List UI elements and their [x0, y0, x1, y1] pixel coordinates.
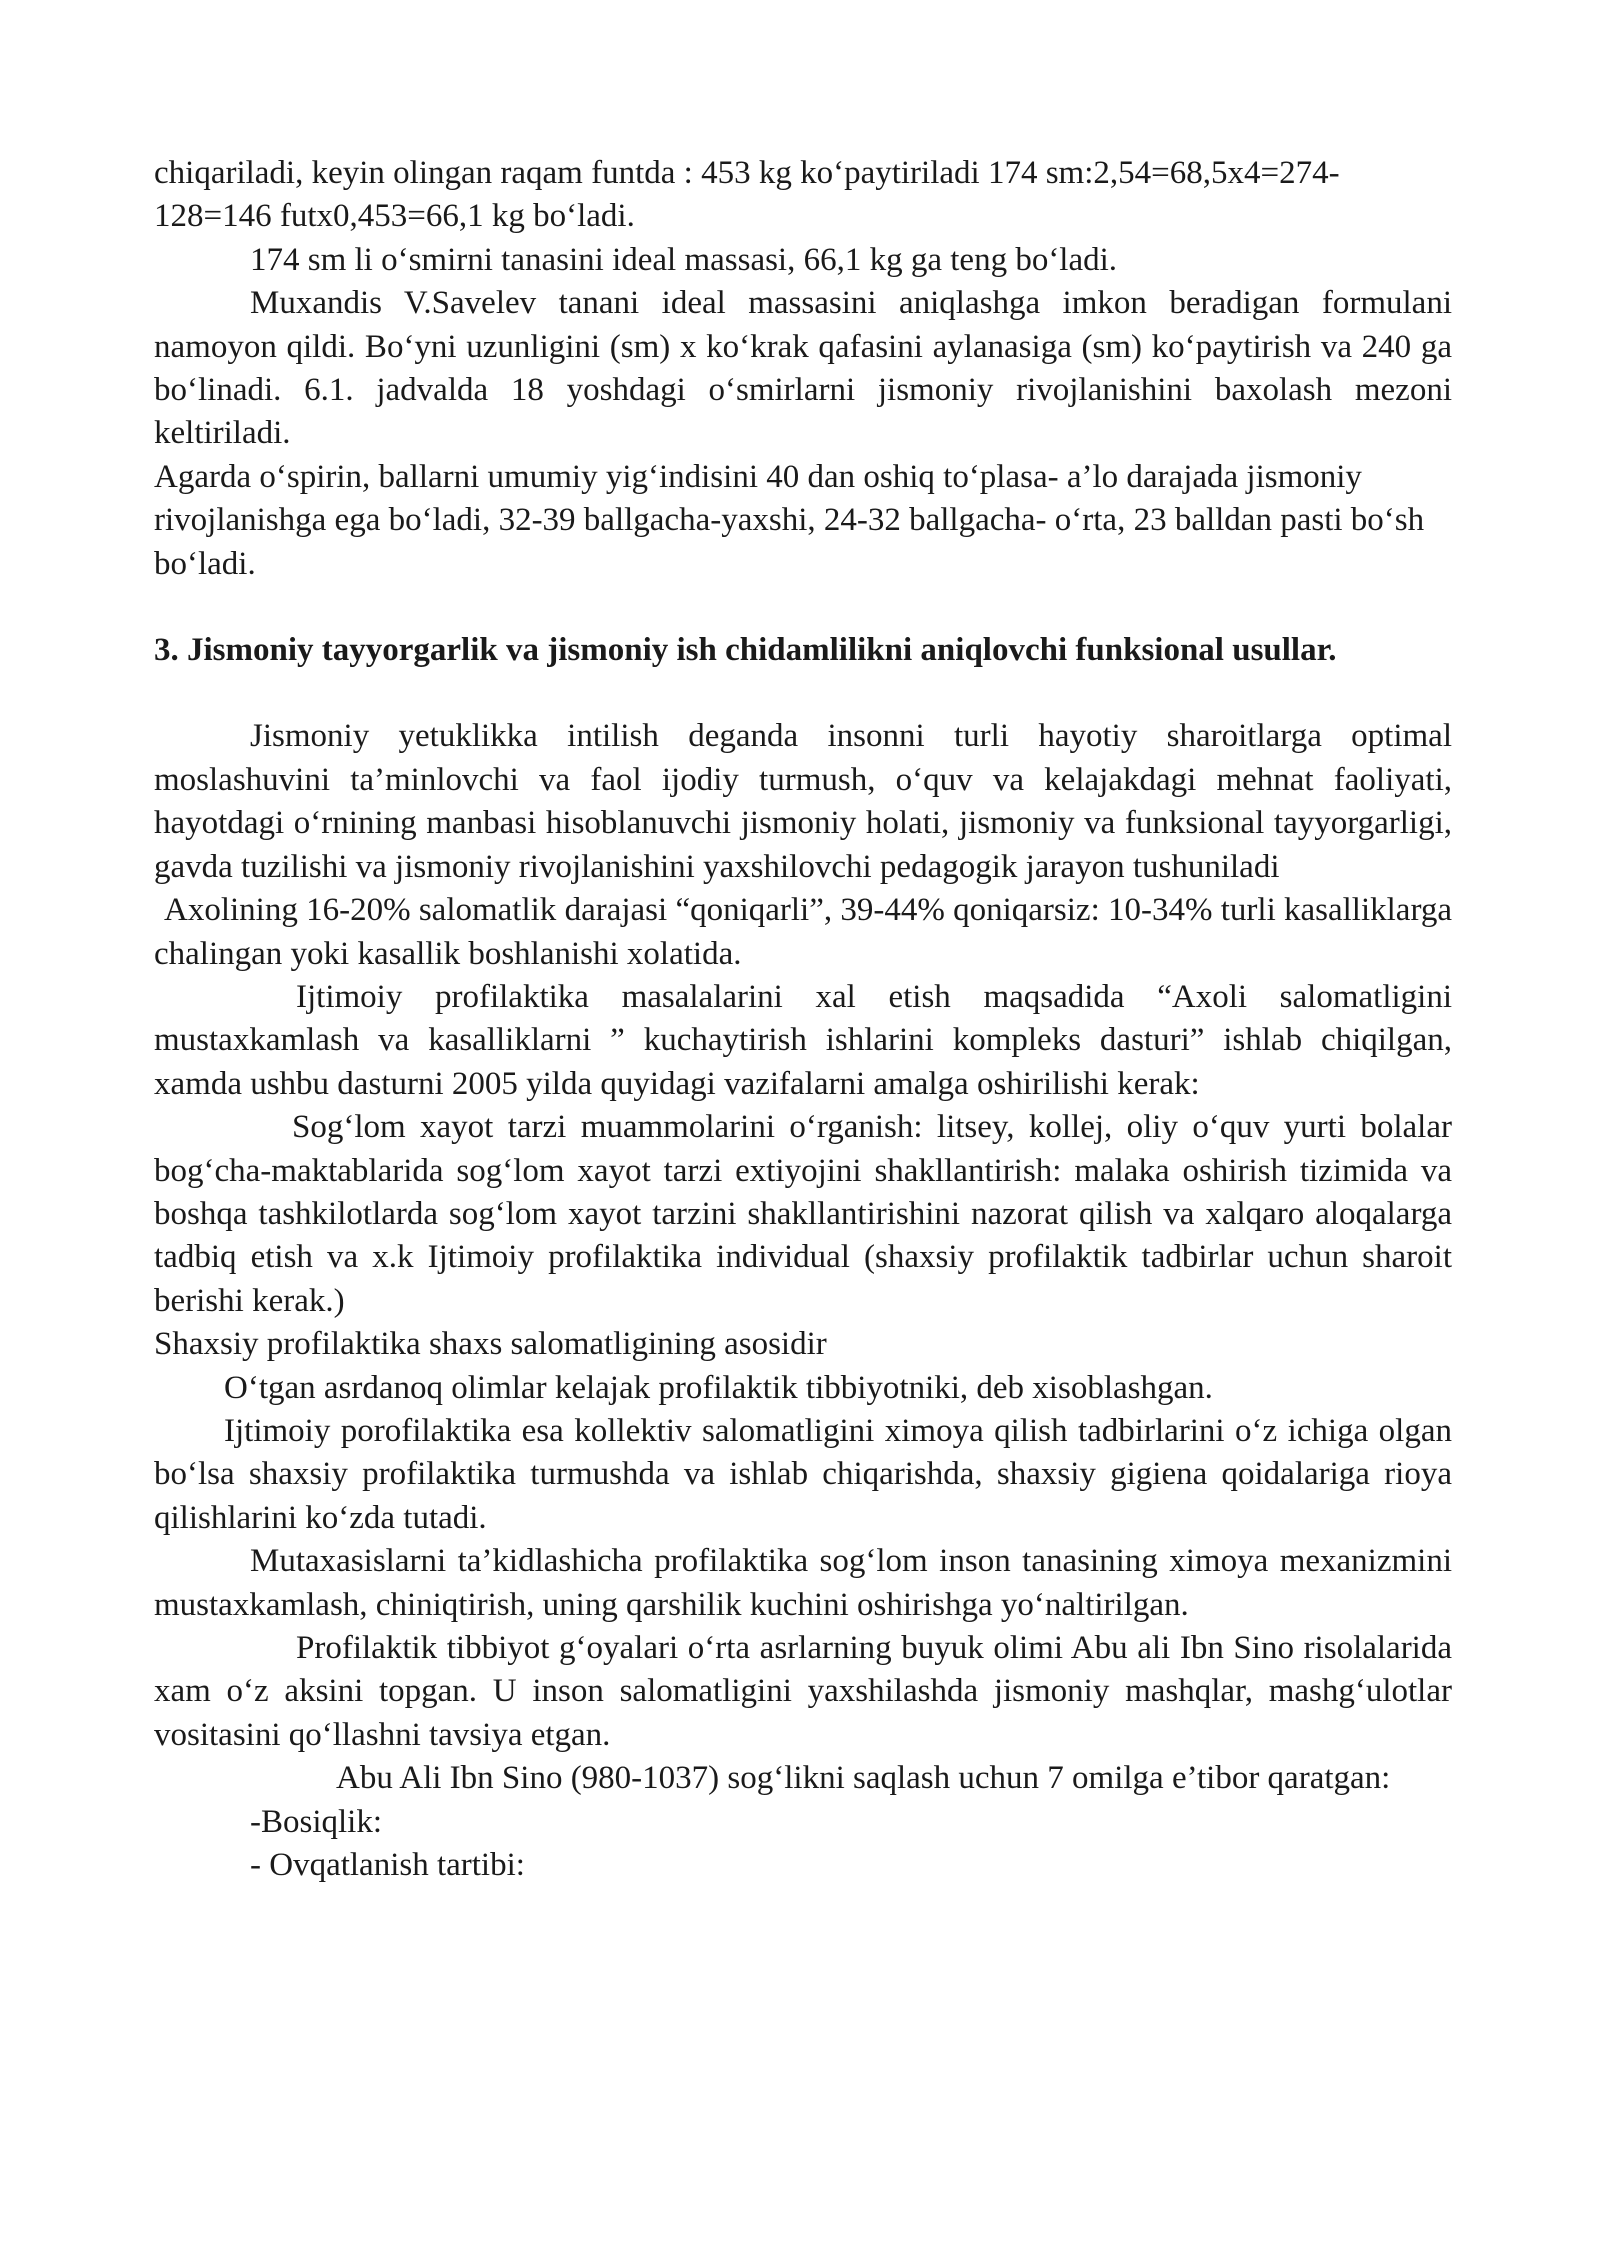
- list-item: -Bosiqlik:: [250, 1803, 383, 1840]
- paragraph-calculation: chiqariladi, keyin olingan raqam funtda : 453 kg koʻpaytiriladi 174 sm:2,54=68,5x4=274-128=146 futx0,453=66,1 kg boʻladi.: [154, 155, 1340, 235]
- paragraph-ideal-mass: 174 sm li oʻsmirni tanasini ideal massasi, 66,1 kg ga teng boʻladi.: [250, 241, 1118, 278]
- list-item: - Ovqatlanish tartibi:: [250, 1847, 525, 1884]
- paragraph-ibn-sino-ideas: Profilaktik tibbiyot gʻoyalari oʻrta asrlarning buyuk olimi Abu ali Ibn Sino risolalarida xam oʻz aksini topgan. U inson salomatligini yaxshilashda jismoniy mashqlar, mashgʻulotlar vositasini qoʻllashni tavsiya etgan.: [154, 1630, 1452, 1753]
- section-heading: 3. Jismoniy tayyorgarlik va jismoniy ish chidamlilikni aniqlovchi funksional usullar.: [154, 632, 1337, 669]
- paragraph-collective-health: Ijtimoiy porofilaktika esa kollektiv salomatligini ximoya qilish tadbirlarini oʻz ichiga olgan boʻlsa shaxsiy profilaktika turmushda va ishlab chiqarishda, shaxsiy gigiena qoidalariga rioya qilishlarini koʻzda tutadi.: [154, 1412, 1452, 1536]
- paragraph-past-century: Oʻtgan asrdanoq olimlar kelajak profilaktik tibbiyotniki, deb xisoblashgan.: [224, 1369, 1213, 1406]
- document-page: [154, 152, 1452, 1887]
- paragraph-specialists: Mutaxasislarni ta’kidlashicha profilaktika sogʻlom inson tanasining ximoya mexanizmini mustaxkamlash, chiniqtirish, uning qarshilik kuchini oshirishga yoʻnaltirilgan.: [154, 1543, 1452, 1623]
- spacer: [154, 672, 1452, 715]
- paragraph-social-prophylaxis: Ijtimoiy profilaktika masalalarini xal etish maqsadida “Axoli salomatligini mustaxkamlash va kasalliklarni ” kuchaytirish ishlarini kompleks dasturi” ishlab chiqilgan, xamda ushbu dasturni 2005 yilda quyidagi vazifalarni amalga oshirilishi kerak:: [154, 978, 1452, 1102]
- paragraph-physical-maturity: Jismoniy yetuklikka intilish deganda insonni turli hayotiy sharoitlarga optimal moslashuvini ta’minlovchi va faol ijodiy turmush, oʻquv va kelajakdagi mehnat faoliyati, hayotdagi oʻrnining manbasi hisoblanuvchi jismoniy holati, jismoniy va funksional tayyorgarligi, gavda tuzilishi va jismoniy rivojlanishini yaxshilovchi pedagogik jarayon tushuniladi: [154, 718, 1452, 885]
- spacer: [154, 586, 1452, 629]
- paragraph-score-levels: Agarda oʻspirin, ballarni umumiy yigʻindisini 40 dan oshiq toʻplasa- a’lo darajada jismoniy rivojlanishga ega boʻladi, 32-39 ballgacha-yaxshi, 24-32 ballgacha- oʻrta, 23 balldan pasti boʻsh boʻladi.: [154, 458, 1425, 582]
- paragraph-seven-factors: Abu Ali Ibn Sino (980-1037) sogʻlikni saqlash uchun 7 omilga e’tibor qaratgan:: [336, 1760, 1391, 1797]
- paragraph-personal-prophylaxis: Shaxsiy profilaktika shaxs salomatligining asosidir: [154, 1326, 827, 1363]
- paragraph-savelev-formula: Muxandis V.Savelev tanani ideal massasini aniqlashga imkon beradigan formulani namoyon qildi. Boʻyni uzunligini (sm) x koʻkrak qafasini aylanasiga (sm) koʻpaytirish va 240 ga boʻlinadi. 6.1. jadvalda 18 yoshdagi oʻsmirlarni jismoniy rivojlanishini baxolash mezoni keltiriladi.: [154, 285, 1452, 452]
- paragraph-healthy-lifestyle: Sogʻlom xayot tarzi muammolarini oʻrganish: litsey, kollej, oliy oʻquv yurti bolalar bogʻcha-maktablarida sogʻlom xayot tarzi extiyojini shakllantirish: malaka oshirish tizimida va boshqa tashkilotlarda sogʻlom xayot tarzini shakllantirishini nazorat qilish va xalqaro aloqalarga tadbiq etish va x.k Ijtimoiy profilaktika individual (shaxsiy profilaktik tadbirlar uchun sharoit berishi kerak.): [154, 1109, 1452, 1319]
- paragraph-population-health: Axolining 16-20% salomatlik darajasi “qoniqarli”, 39-44% qoniqarsiz: 10-34% turli kasalliklarga chalingan yoki kasallik boshlanishi xolatida.: [154, 892, 1452, 972]
